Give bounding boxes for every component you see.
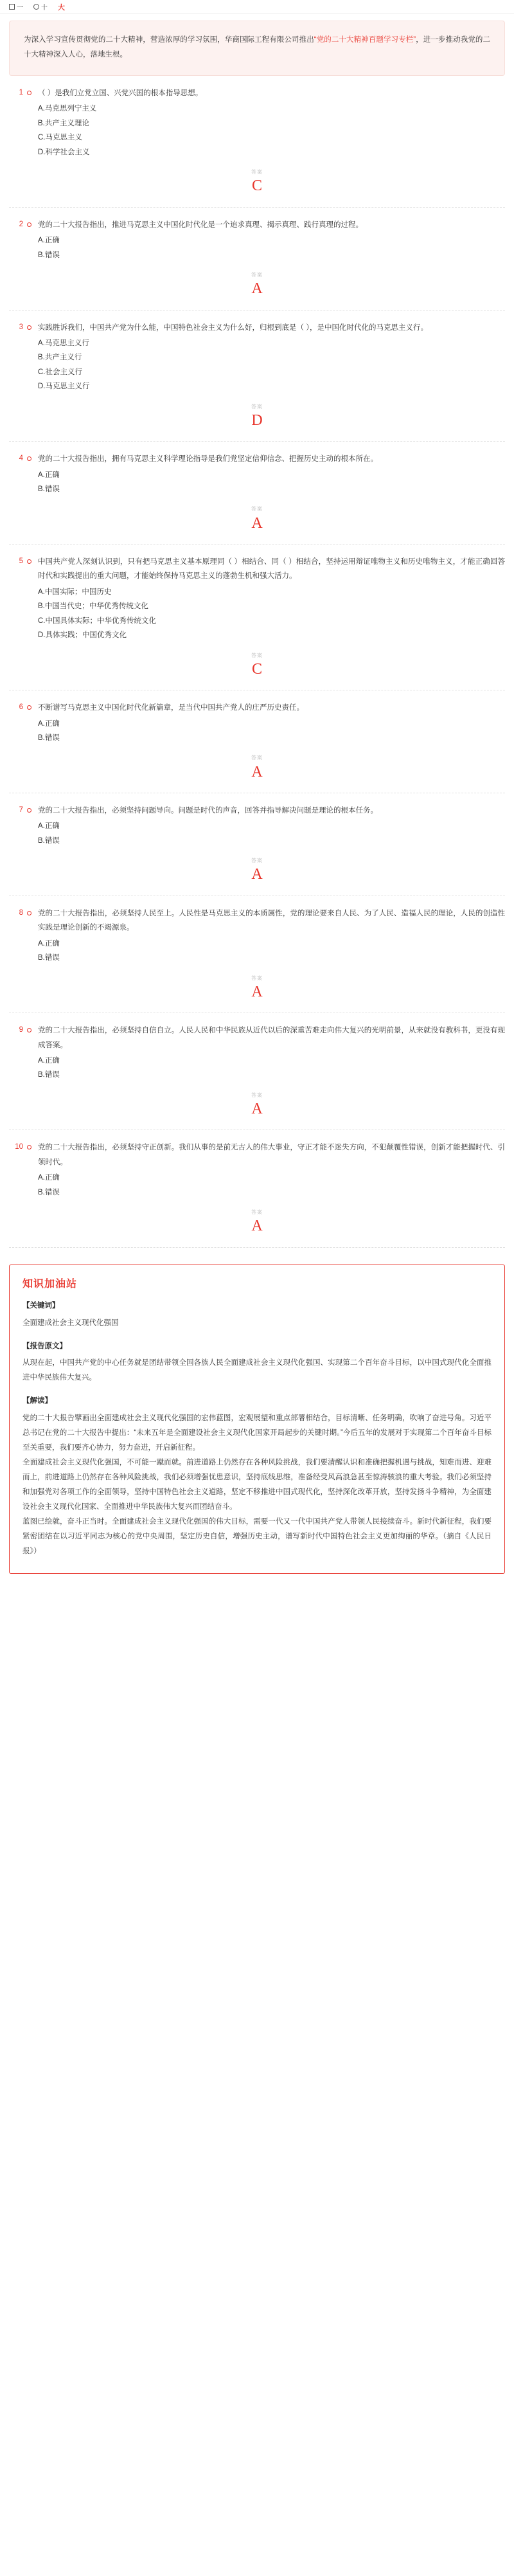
question-number: 10 [15,1143,23,1151]
question-number: 5 [19,557,23,566]
knowledge-section-paragraph: 全面建成社会主义现代化强国 [22,1319,119,1327]
question-header [9,321,505,394]
option-list [38,819,505,848]
answer-value: A [251,1101,263,1117]
circle-icon [33,4,39,10]
option-item[interactable]: B.中国当代史；中华优秀传统文化 [38,602,148,611]
question-body [35,1023,505,1083]
answer-label: 答案 [251,1092,263,1098]
option-item[interactable]: A.正确 [38,822,60,831]
question-block [9,311,505,442]
intro-text-before: 为深入学习宣传贯彻党的二十大精神，营造浓厚的学习氛围，华商国际工程有限公司推出 [24,36,314,44]
intro-panel [9,21,505,76]
question-text: 党的二十大报告指出，必须坚持守正创新。我们从事的是前无古人的伟大事业，守正才能不迷失方向，不犯颠覆性错误，创新才能把握时代、引领时代。 [38,1144,505,1166]
question-text: 党的二十大报告指出，推进马克思主义中国化时代化是一个追求真理、揭示真理、践行真理的过程。 [38,221,363,229]
option-item[interactable]: B.共产主义行 [38,354,82,362]
question-bullet-icon [27,559,31,564]
square-icon [9,4,15,10]
option-item[interactable]: D.具体实践；中国优秀文化 [38,631,127,640]
option-item[interactable]: B.错误 [38,485,60,494]
question-header [9,1023,505,1083]
question-bullet-icon [27,808,31,813]
option-item[interactable]: D.马克思主义行 [38,383,90,391]
question-list [0,76,514,1248]
answer-block [9,754,505,786]
question-number: 7 [19,806,23,815]
option-item[interactable]: A.正确 [38,1056,60,1065]
answer-value: A [251,763,263,780]
answer-value: A [251,280,263,298]
question-header [9,555,505,643]
question-number: 3 [19,323,23,331]
topbar-item-3[interactable] [58,2,65,12]
option-item[interactable]: C.中国具体实际；中华优秀传统文化 [38,617,156,625]
option-item[interactable]: B.错误 [38,734,60,743]
answer-value: C [251,660,262,678]
option-item[interactable]: B.错误 [38,1188,60,1196]
option-list [38,1171,505,1200]
option-item[interactable]: B.错误 [38,836,60,845]
option-item[interactable]: A.马克思列宁主义 [38,105,97,113]
answer-block [9,1209,505,1241]
topbar-item-1[interactable] [9,2,23,12]
question-bullet-icon [27,1028,31,1032]
knowledge-section-heading: 【关键词】 [22,1301,60,1310]
option-list [38,233,505,262]
option-list [38,468,505,497]
option-item[interactable]: C.马克思主义 [38,134,82,142]
question-block [9,76,505,208]
question-block [9,1013,505,1130]
question-header [9,1140,505,1200]
question-text: 不断谱写马克思主义中国化时代化新篇章，是当代中国共产党人的庄严历史责任。 [38,704,304,712]
question-number: 1 [19,89,23,96]
question-block [9,793,505,896]
option-item[interactable]: B.共产主义理论 [38,119,89,127]
answer-label: 答案 [251,169,263,176]
knowledge-section-paragraph: 从现在起，中国共产党的中心任务就是团结带领全国各族人民全面建成社会主义现代化强国、实现第二个百年奋斗目标，以中国式现代化全面推进中华民族伟大复兴。 [22,1359,492,1382]
answer-value: D [251,411,263,429]
question-block [9,545,505,690]
option-list [38,937,505,966]
answer-block [9,271,505,303]
answer-label: 答案 [251,858,263,864]
question-block [9,690,505,793]
intro-text-after: ，进一步推动我党的二十大精神深入人心，落地生根。 [24,36,490,59]
question-header [9,218,505,262]
question-text: 党的二十大报告指出，拥有马克思主义科学理论指导是我们党坚定信仰信念、把握历史主动的根本所在。 [38,455,378,464]
question-number: 8 [19,908,23,917]
question-bullet-icon [27,325,31,330]
question-text: 党的二十大报告指出，必须坚持人民至上。人民性是马克思主义的本质属性，党的理论要来自人民、为了人民、造福人民的理论，人民的创造性实践是理论创新的不竭源泉。 [38,909,505,932]
question-header [9,86,505,159]
question-header [9,906,505,966]
answer-label: 答案 [251,506,263,512]
answer-label: 答案 [251,652,263,658]
option-item[interactable]: A.中国实际；中国历史 [38,588,112,596]
question-body [35,86,505,159]
question-text: 党的二十大报告指出，必须坚持自信自立。人民人民和中华民族从近代以后的深重苦难走向伟大复兴的光明前景，从来就没有教科书，更没有现成答案。 [38,1027,505,1049]
question-bullet-icon [27,222,31,227]
question-body [35,804,505,848]
option-item[interactable]: C.社会主义行 [38,368,82,376]
knowledge-section-heading: 【解读】 [22,1397,52,1405]
option-item[interactable]: D.科学社会主义 [38,148,90,156]
option-item[interactable]: A.正确 [38,237,60,245]
question-number: 4 [19,455,23,463]
option-list [38,1054,505,1083]
option-item[interactable]: A.正确 [38,1174,60,1182]
question-body [35,906,505,966]
option-item[interactable]: A.正确 [38,719,60,728]
knowledge-section-paragraph: 蓝图已绘就，奋斗正当时。全面建成社会主义现代化强国的伟大目标，需要一代又一代中国共产党人带领人民接续奋斗。新时代新征程，我们要紧密团结在以习近平同志为核心的党中央周围，坚定历史自信，增强历史主动，谱写新时代中国特色社会主义更加绚丽的华章。（摘自《人民日报》） [22,1518,492,1556]
answer-block [9,168,505,201]
question-bullet-icon [27,1145,31,1149]
topbar-label-2: 十 [41,5,48,12]
question-header [9,452,505,496]
question-text: 实践胜诉我们，中国共产党为什么能，中国特色社会主义为什么好，归根到底是（ ），是中国化时代化的马克思主义行。 [38,323,428,332]
question-text: （ ）是我们立党立国、兴党兴国的根本指导思想。 [38,89,203,97]
answer-label: 答案 [251,975,263,981]
option-list [38,717,505,746]
option-list [38,336,505,394]
answer-label: 答案 [251,755,263,761]
answer-value: A [251,983,263,1000]
question-block [9,442,505,545]
answer-block [9,857,505,889]
knowledge-sections [22,1299,492,1560]
option-item[interactable]: A.正确 [38,939,60,948]
knowledge-station [9,1265,505,1574]
question-block [9,896,505,1013]
question-bullet-icon [27,911,31,915]
answer-value: A [251,866,263,883]
question-body [35,555,505,643]
answer-block [9,975,505,1007]
option-list [38,585,505,643]
topbar-label-1: 一 [17,5,23,12]
option-item[interactable]: A.马克思主义行 [38,339,89,347]
answer-block [9,652,505,684]
option-item[interactable]: B.错误 [38,1071,60,1079]
answer-value: A [251,514,263,532]
question-bullet-icon [27,705,31,710]
answer-value: C [251,177,262,195]
topbar-item-2[interactable] [33,2,48,12]
intro-paragraph [24,33,490,62]
question-number: 2 [19,220,23,228]
question-body [35,1140,505,1200]
question-block [9,1130,505,1247]
option-item[interactable]: B.错误 [38,251,60,259]
answer-block [9,1092,505,1124]
question-text: 中国共产党人深刻认识到，只有把马克思主义基本原理同（ ）相结合、同（ ）相结合，坚持运用辩证唯物主义和历史唯物主义，才能正确回答时代和实践提出的重大问题，才能始终保持马克思主义的蓬勃生机和强大活力。 [38,558,505,581]
question-body [35,701,505,745]
question-number: 6 [19,703,23,712]
question-block [9,208,505,311]
answer-label: 答案 [251,271,263,278]
question-number: 9 [19,1026,23,1034]
intro-highlight: “党的二十大精神百题学习专栏” [314,36,416,44]
answer-block [9,505,505,537]
question-bullet-icon [27,91,31,95]
question-header [9,701,505,745]
knowledge-section-paragraph: 党的二十大报告擘画出全面建成社会主义现代化强国的宏伟蓝图，宏观展望和重点部署相结合，目标清晰、任务明确，吹响了奋进号角。习近平总书记在党的二十大报告中提出：“未来五年是全面建设社会主义现代化国家开局起步的关键时期。”今后五年的发展对于实现第二个百年奋斗目标至关重要，我们要齐心协力，努力奋进，开启新征程。 [22,1414,492,1452]
red-icon: 大 [58,3,65,12]
question-header [9,804,505,848]
answer-label: 答案 [251,1209,263,1216]
question-text: 党的二十大报告指出，必须坚持问题导向。问题是时代的声音，回答并指导解决问题是理论的根本任务。 [38,807,378,815]
question-bullet-icon [27,456,31,461]
option-item[interactable]: B.错误 [38,954,60,962]
question-body [35,452,505,496]
knowledge-section-paragraph: 全面建成社会主义现代化强国，不可能一蹴而就。前进道路上仍然存在各种风险挑战，我们要清醒认识和准确把握机遇与挑战，知难而进、迎难而上，前进道路上仍然存在各种风险挑战，我们必须增强忧患意识，坚持底线思维，准备经受风高浪急甚至惊涛骇浪的重大考验。我们必须坚持和加强党对各项工作的全面领导，坚持中国特色社会主义道路，坚定不移推进中国式现代化，坚持深化改革开放，坚持发扬斗争精神，为全面建设社会主义现代化国家、全面推进中华民族伟大复兴而团结奋斗。 [22,1459,492,1511]
knowledge-title: 知识加油站 [22,1278,78,1290]
question-body [35,218,505,262]
top-bar [0,0,514,14]
answer-value: A [251,1218,263,1235]
answer-label: 答案 [251,403,263,410]
question-body [35,321,505,394]
answer-block [9,403,505,435]
option-item[interactable]: A.正确 [38,471,60,479]
option-list [38,102,505,159]
knowledge-section-heading: 【报告原文】 [22,1342,67,1350]
